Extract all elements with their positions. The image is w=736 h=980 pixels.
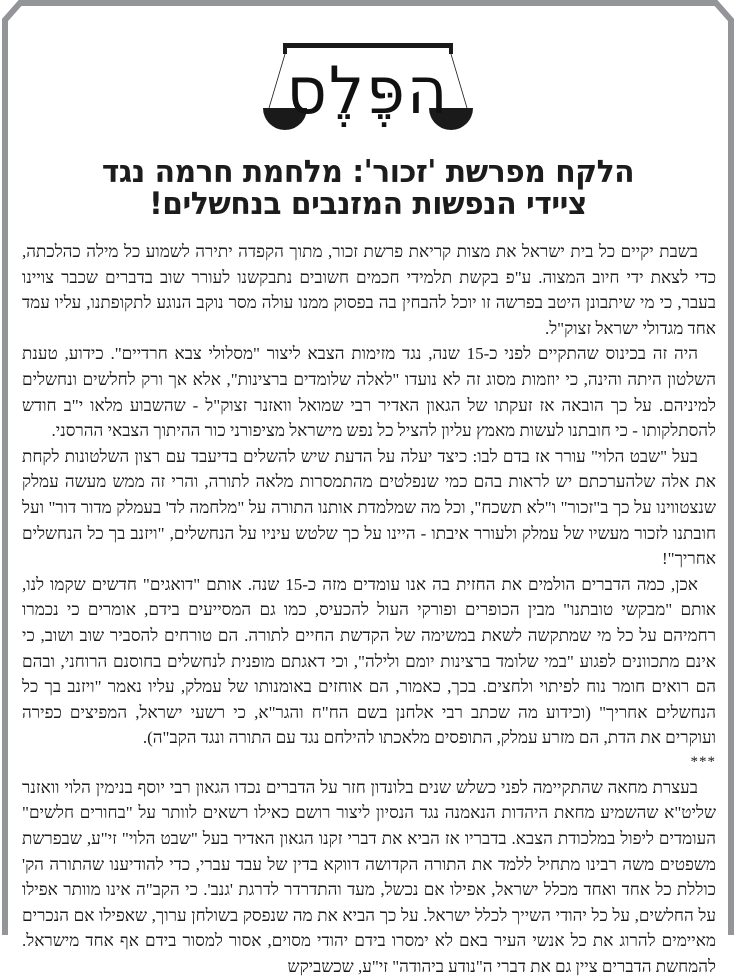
masthead-title: הפֶּלֶס [286,52,450,129]
article-paragraph: בשבת יקיים כל בית ישראל את מצות קריאת פרשת זכור, מתוך הקפדה יתירה לשמוע כל מילה כהלכתה, כדי לצאת ידי חיוב המצוה. ע"פ בקשת תלמידי חכמים חשובים נתבקשנו לעורר שוב בדברים שכבר צויינו בעבר, כי מי שיתבונן היטב בפרשה זו יוכל להבחין בה בפסוק ממנו עולה מסר נוקב הנוגע לתקופתנו, עליו עמד אחד מגדולי ישראל זצוק"ל. [22,242,716,338]
article-paragraph: בעצרת מחאה שהתקיימה לפני כשלש שנים בלונדון חזר על הדברים נכדו הגאון רבי יוסף בנימין הלוי וואזנר שליט"א שהשמיע מחאת היהדות הנאמנה נגד הנסיון ליצור רושם כאילו רשאים לוותר על "בחורים חלשים" העומדים ליפול במלכודת הצבא. בדבריו אז הביא את דברי זקנו הגאון האדיר בעל "שבט הלוי" זי"ע, שבפרשת משפטים משה רבינו מתחיל ללמד את התורה הקדושה דווקא בדין של עבד עברי, כדי להודיענו שהתורה הק' כוללת כל אחד ואחד מכלל ישראל, אפילו אם נכשל, מעד והתדרדר לדרגת 'גנב'. כי הקב"ה אינו מוותר אפילו על החלשים, על כל יהודי השייך לכלל ישראל. על כך הביא את מה שנפסק בשולחן ערוך, שאפילו אם הנכרים מאיימים להרוג את כל אנשי העיר באם לא ימסרו בידם יהודי מסוים, אסור למסור בידם אף אחד מישראל. להמחשת הדברים ציין גם את דברי ה"נודע ביהודה" זי"ע, שכשביקש [22,777,716,977]
article-body [22,239,716,980]
masthead-logo [263,36,473,136]
newspaper-page [14,10,722,977]
headline-line-1: הלקח מפרשת 'זכור': מלחמת חרמה נגד [101,154,635,190]
article-headline [74,156,662,220]
article-paragraph: בעל "שבט הלוי" עורר אז בדם לבו: כיצד יעלה על הדעת שיש להשלים בדיעבד עם רצון השלטונות לקחת את אלה שלהערכתם יש לראות בהם כמי שנפלטים מהתמסרות מלאה לתורה, והרי זה ממש מעשה עמלק שנצטווינו על כך ב"זכור" ו"לא תשכח", וכל מה שמלמדת אותנו התורה על "מלחמה לד' בעמלק מדור דור" ועל חובתנו לזכור מעשיו של עמלק ולעורר איבתו - היינו על כך שלטש עיניו על הנחשלים, "ויזנב בך כל הנחשלים אחריך"! [22,446,716,569]
article-paragraph: היה זה בכינוס שהתקיים לפני כ-15 שנה, נגד מזימות הצבא ליצור "מסלולי צבא חרדיים". כידוע, טענת השלטון היתה והינה, כי יוזמות מסוג זה לא נועדו "לאלה שלומדים ברצינות", אלא אך ורק לחלשים ונחשלים למיניהם. על כך הובאה אז זעקתו של הגאון האדיר רבי שמואל וואזנר זצוק"ל - שהשבוע מלאו י"ב חודש להסתלקותו - כי חובתנו לעשות מאמץ עליון להציל כל נפש מישראל מציפורני כור ההיתוך הצבאי ההרסני. [22,344,716,441]
headline-line-2: ציידי הנפשות המזנבים בנחשלים! [149,186,587,222]
section-separator: *** [690,753,716,770]
article-paragraph: אכן, כמה הדברים הולמים את החזית בה אנו עומדים מזה כ-15 שנה. אותם "דואגים" חדשים שקמו לנו, אותם "מבקשי טובתנו" מבין הכופרים ופורקי העול להכעיס, כמו גם המסייעים בידם, אומרים כי נכמרו רחמיהם על כל מי שמתקשה לשאת במשימה של הקדשת החיים לתורה. הם טורחים להסביר שוב ושוב, כי אינם מתכוונים לפגוע "במי שלומד ברצינות יומם ולילה", וכי דאגתם מופנית לנחשלים בחוסנם הרוחני, ובהם הם רואים חומר נוח לפיתוי ולחצים. בכך, כאמור, הם אוחזים באומנותו של עמלק, עליו נאמר "ויזנב בך כל הנחשלים אחריך" (וכידוע מה שכתב רבי אלחנן בשם הח"ח והגר"א, כי רשעי ישראל, המפיצים כפירה ועוקרים את הדת, הם מזרע עמלק, התופסים מלאכתו להילחם נגד עם התורה ונגד הקב"ה). [22,574,716,748]
